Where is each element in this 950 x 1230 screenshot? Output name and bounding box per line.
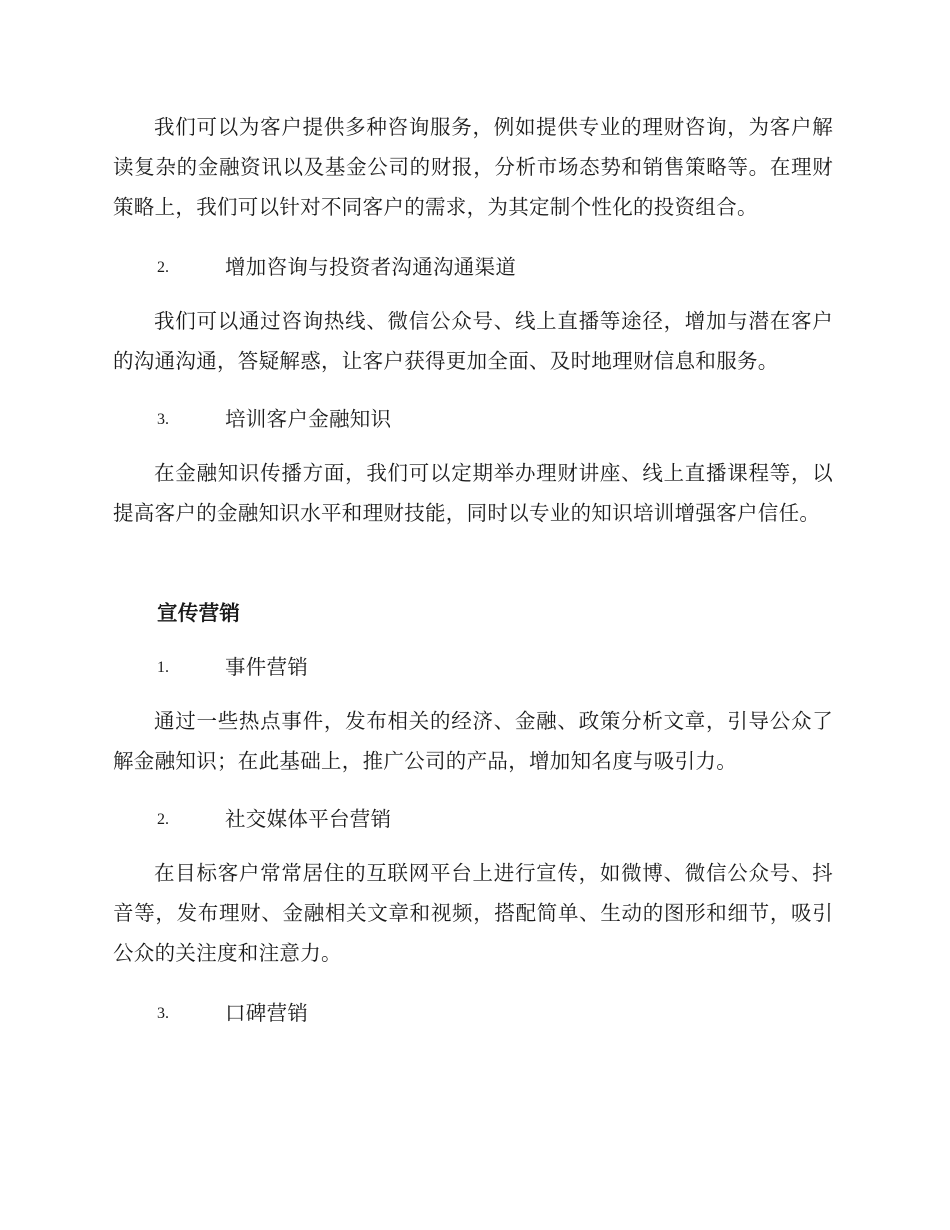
list-item-communication-channels <box>157 247 837 287</box>
list-number: 3. <box>157 411 169 428</box>
list-number: 1. <box>157 659 169 676</box>
list-item-label: 口碑营销 <box>225 1001 309 1025</box>
list-item-label: 培训客户金融知识 <box>225 407 392 431</box>
list-item-social-media-marketing <box>157 799 837 839</box>
paragraph-consulting-services: 我们可以为客户提供多种咨询服务，例如提供专业的理财咨询，为客户解读复杂的金融资讯以及基金公司的财报，分析市场态势和销售策略等。在理财策略上，我们可以针对不同客户的需求，为其定制个性化的投资组合。 <box>113 115 833 219</box>
paragraph-communication: 我们可以通过咨询热线、微信公众号、线上直播等途径，增加与潜在客户的沟通沟通，答疑解惑，让客户获得更加全面、及时地理财信息和服务。 <box>113 309 833 373</box>
paragraph-event-marketing: 通过一些热点事件，发布相关的经济、金融、政策分析文章，引导公众了解金融知识；在此基础上，推广公司的产品，增加知名度与吸引力。 <box>113 709 833 773</box>
list-item-label: 事件营销 <box>225 655 309 679</box>
list-item-event-marketing <box>157 647 837 687</box>
list-item-training <box>157 399 837 439</box>
paragraph-training: 在金融知识传播方面，我们可以定期举办理财讲座、线上直播课程等，以提高客户的金融知识水平和理财技能，同时以专业的知识培训增强客户信任。 <box>113 461 833 525</box>
list-number: 2. <box>157 811 169 828</box>
list-item-word-of-mouth <box>157 993 837 1033</box>
list-number: 2. <box>157 259 169 276</box>
list-item-label: 增加咨询与投资者沟通沟通渠道 <box>225 255 517 279</box>
section-heading: 宣传营销 <box>157 601 241 625</box>
list-item-label: 社交媒体平台营销 <box>225 807 392 831</box>
list-number: 3. <box>157 1005 169 1022</box>
paragraph-social-media: 在目标客户常常居住的互联网平台上进行宣传，如微博、微信公众号、抖音等，发布理财、金融相关文章和视频，搭配简单、生动的图形和细节，吸引公众的关注度和注意力。 <box>113 861 833 965</box>
